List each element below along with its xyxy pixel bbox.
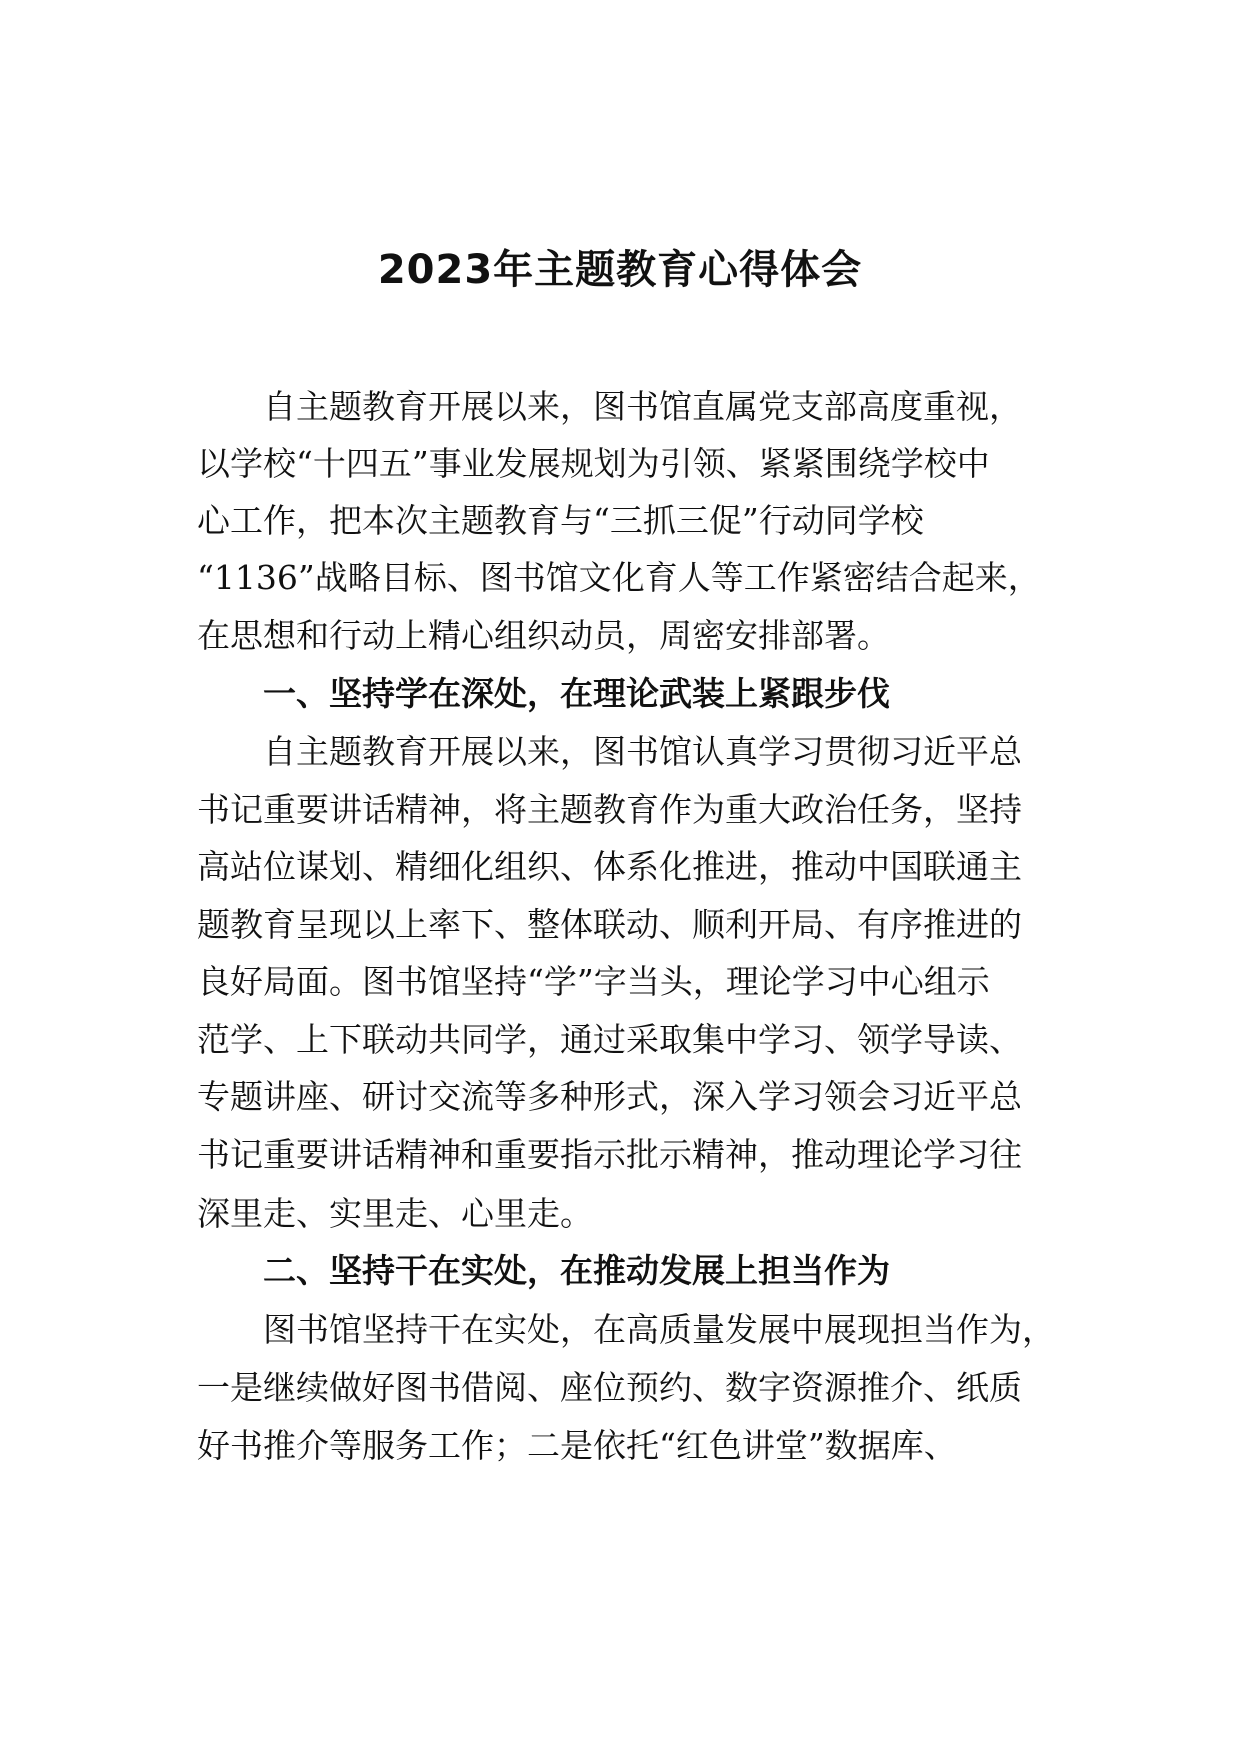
section1-line: 高站位谋划、精细化组织、体系化推进，推动中国联通主 xyxy=(197,847,1022,886)
section-heading-2: 二、坚持干在实处，在推动发展上担当作为 xyxy=(263,1251,890,1290)
intro-line: 心工作，把本次主题教育与“三抓三促”行动同学校 xyxy=(197,501,924,540)
intro-line: “1136”战略目标、图书馆文化育人等工作紧密结合起来， xyxy=(197,558,1041,597)
section1-line: 良好局面。图书馆坚持“学”字当头，理论学习中心组示 xyxy=(197,962,990,1001)
section-heading-1: 一、坚持学在深处，在理论武装上紧跟步伐 xyxy=(263,674,890,713)
section1-line: 书记重要讲话精神和重要指示批示精神，推动理论学习往 xyxy=(197,1135,1022,1174)
section1-line: 题教育呈现以上率下、整体联动、顺利开局、有序推进的 xyxy=(197,905,1022,944)
section1-line: 范学、上下联动共同学，通过采取集中学习、领学导读、 xyxy=(197,1020,1022,1059)
section1-line: 专题讲座、研讨交流等多种形式，深入学习领会习近平总 xyxy=(197,1077,1022,1116)
section1-line: 深里走、实里走、心里走。 xyxy=(197,1194,593,1233)
section2-line: 好书推介等服务工作；二是依托“红色讲堂”数据库、 xyxy=(197,1426,957,1465)
section2-line: 图书馆坚持干在实处，在高质量发展中展现担当作为， xyxy=(263,1310,1055,1349)
intro-line: 自主题教育开展以来，图书馆直属党支部高度重视， xyxy=(263,387,1022,426)
section1-line: 书记重要讲话精神，将主题教育作为重大政治任务，坚持 xyxy=(197,790,1022,829)
section1-line: 自主题教育开展以来，图书馆认真学习贯彻习近平总 xyxy=(263,732,1022,771)
document-title: 2023年主题教育心得体会 xyxy=(377,247,863,293)
intro-line: 以学校“十四五”事业发展规划为引领、紧紧围绕学校中 xyxy=(197,444,990,483)
section2-line: 一是继续做好图书借阅、座位预约、数字资源推介、纸质 xyxy=(197,1368,1022,1407)
intro-line: 在思想和行动上精心组织动员，周密安排部署。 xyxy=(197,616,890,655)
